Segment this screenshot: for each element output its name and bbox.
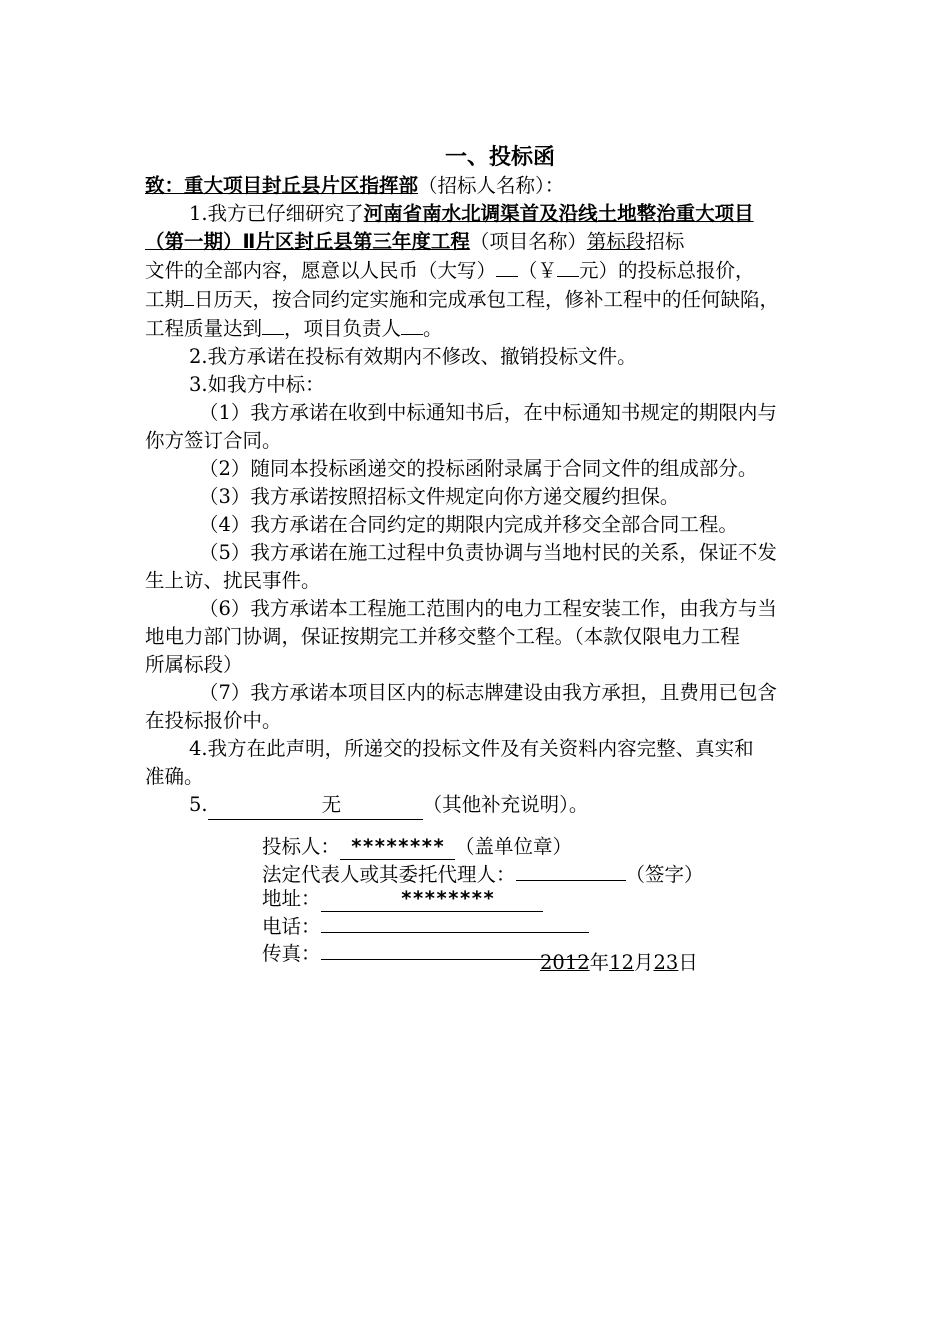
- p1-line-1: [145, 200, 825, 228]
- item-7-line-2: 在投标报价中。: [145, 709, 282, 732]
- p1-text: 工程质量达到: [145, 317, 263, 340]
- p1-text: ，项目负责人: [284, 317, 402, 340]
- date-year-unit: 年: [589, 951, 610, 974]
- item-1-line-1: （1）我方承诺在收到中标通知书后，在中标通知书规定的期限内与: [199, 401, 777, 424]
- address-label: 地址：: [262, 887, 321, 910]
- p1-text: 文件的全部内容，愿意以人民币（大写）: [145, 259, 497, 282]
- p5-line: [145, 791, 825, 820]
- p1-prefix: 1.我方已仔细研究了: [189, 202, 364, 225]
- p1-text: 日历天，按合同约定实施和完成承包工程，修补工程中的任何缺陷，: [194, 288, 780, 311]
- representative-row: [262, 860, 704, 887]
- fax-label: 传真：: [262, 942, 321, 965]
- address-value[interactable]: ********: [321, 887, 543, 912]
- item-6-line-1: （6）我方承诺本工程施工范围内的电力工程安装工作，由我方与当: [199, 597, 777, 620]
- p1-text: 。: [423, 317, 443, 340]
- bidder-label: 投标人：: [262, 835, 341, 858]
- project-manager-blank[interactable]: [401, 314, 423, 335]
- section-suffix: 招标: [645, 230, 685, 253]
- item-6-line-3: 所属标段）: [145, 653, 243, 676]
- date-day-unit: 日: [678, 951, 698, 974]
- item-1-line-2: 你方签订合同。: [145, 429, 282, 452]
- item-2: （2）随同本投标函递交的投标函附录属于合同文件的组成部分。: [199, 457, 758, 480]
- p2: 2.我方承诺在投标有效期内不修改、撤销投标文件。: [189, 345, 637, 368]
- p5-suffix: （其他补充说明）。: [422, 793, 589, 816]
- representative-suffix: （签字）: [625, 863, 704, 886]
- page-title: 一、投标函: [444, 145, 555, 170]
- date-line: [540, 950, 698, 976]
- amount-words-blank[interactable]: [496, 256, 518, 277]
- item-4: （4）我方承诺在合同约定的期限内完成并移交全部合同工程。: [199, 513, 738, 536]
- item-5-line-2: 生上访、扰民事件。: [145, 569, 321, 592]
- date-month-unit: 月: [633, 951, 654, 974]
- section-field: 第标段: [586, 230, 646, 253]
- addressee-suffix: （招标人名称）：: [418, 174, 565, 197]
- addressee-line: [145, 172, 825, 200]
- representative-label: 法定代表人或其委托代理人：: [262, 863, 516, 886]
- p1-line-4: [145, 285, 825, 314]
- p1-text: 工期: [145, 288, 185, 311]
- p1-text: 元）的投标总报价，: [579, 259, 755, 282]
- bidder-value[interactable]: ********: [340, 835, 455, 860]
- addressee-name: 致：重大项目封丘县片区指挥部: [145, 174, 419, 197]
- address-row: [262, 887, 704, 912]
- p1-line-5: [145, 314, 825, 343]
- p3: 3.如我方中标：: [189, 373, 325, 396]
- phone-row: [262, 912, 704, 939]
- bidder-suffix: （盖单位章）: [455, 835, 573, 858]
- bidder-row: [262, 835, 704, 860]
- item-5-line-1: （5）我方承诺在施工过程中负责协调与当地村民的关系，保证不发: [199, 541, 777, 564]
- quality-blank[interactable]: [262, 314, 284, 335]
- p5-value-field[interactable]: 无: [208, 791, 423, 820]
- project-name-part-2: （第一期）Ⅱ片区封丘县第三年度工程: [145, 230, 470, 253]
- item-6-line-2: 地电力部门协调，保证按期完工并移交整个工程。（本款仅限电力工程: [145, 625, 740, 648]
- p1-text: （￥: [518, 259, 558, 282]
- representative-signature-field[interactable]: [516, 860, 626, 881]
- signature-block: [262, 835, 704, 966]
- duration-blank[interactable]: [184, 285, 194, 306]
- item-3: （3）我方承诺按照招标文件规定向你方递交履约担保。: [199, 485, 680, 508]
- phone-field[interactable]: [321, 912, 589, 933]
- p4-line-2: 准确。: [145, 765, 204, 788]
- item-7-line-1: （7）我方承诺本项目区内的标志牌建设由我方承担，且费用已包含: [199, 681, 777, 704]
- amount-number-blank[interactable]: [557, 256, 579, 277]
- date-month: 12: [609, 951, 634, 974]
- date-year: 2012: [540, 951, 590, 974]
- p1-line-2: [145, 228, 825, 256]
- phone-label: 电话：: [262, 915, 321, 938]
- p4-line-1: 4.我方在此声明，所递交的投标文件及有关资料内容完整、真实和: [189, 737, 754, 760]
- p5-number: 5.: [189, 793, 208, 816]
- project-name-part-1: 河南省南水北调渠首及沿线土地整治重大项目: [363, 202, 754, 225]
- date-day: 23: [653, 951, 679, 974]
- project-name-suffix: （项目名称）: [469, 230, 587, 253]
- p1-line-3: [145, 256, 825, 285]
- bid-letter: [145, 140, 825, 820]
